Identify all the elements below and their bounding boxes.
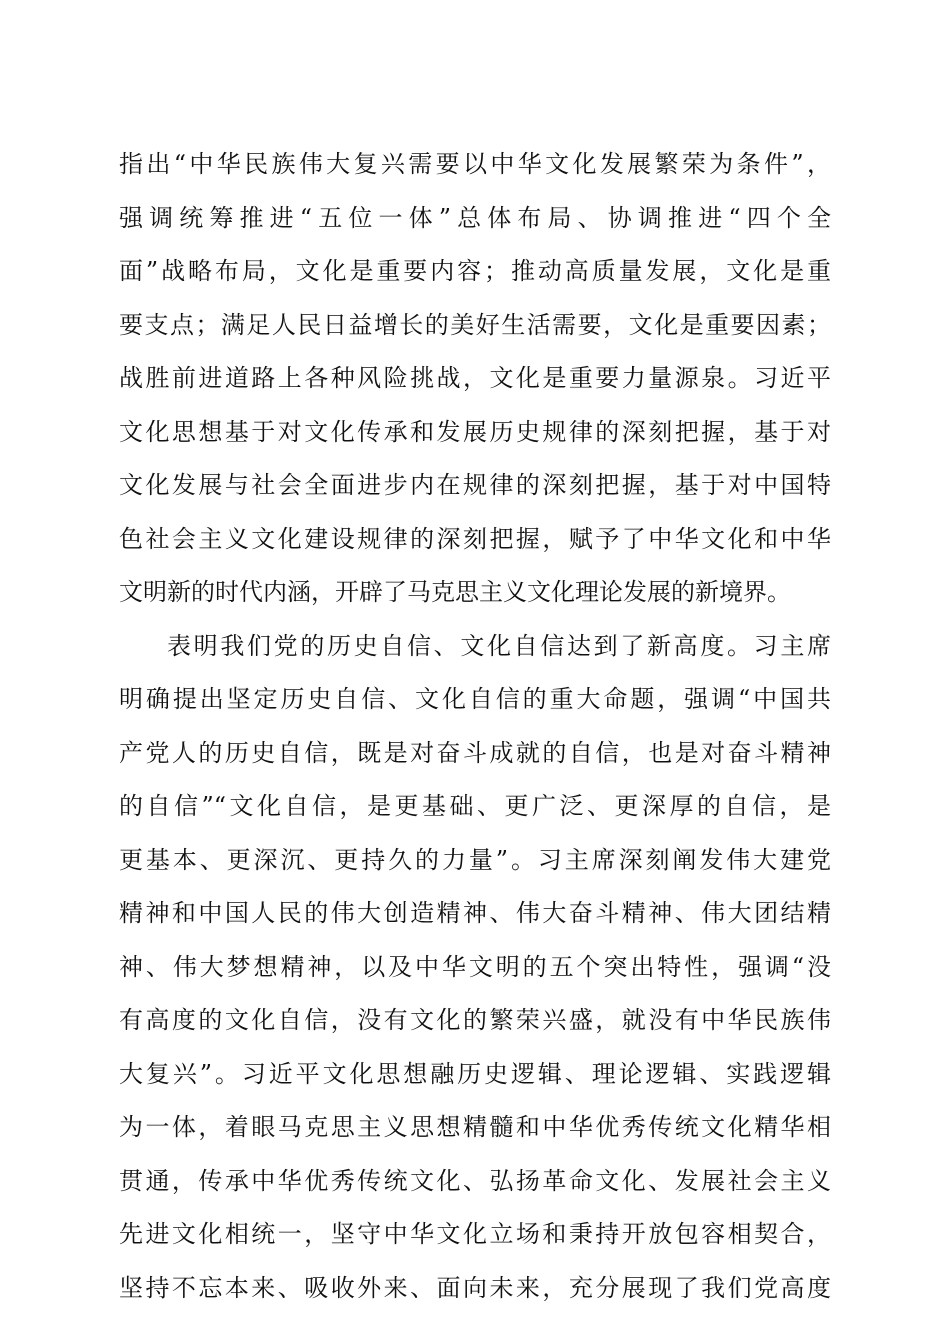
text-line: 精神和中国人民的伟大创造精神、伟大奋斗精神、伟大团结精	[119, 899, 831, 927]
text-line: 神、伟大梦想精神，以及中华文明的五个突出特性，强调“没	[119, 952, 831, 981]
text-line: 明确提出坚定历史自信、文化自信的重大命题，强调“中国共	[119, 685, 831, 713]
text-line: 战胜前进道路上各种风险挑战，文化是重要力量源泉。习近平	[119, 364, 831, 392]
paragraph-1	[119, 138, 831, 620]
text-line: 大复兴”。习近平文化思想融历史逻辑、理论逻辑、实践逻辑	[119, 1059, 831, 1088]
text-line: 文化思想基于对文化传承和发展历史规律的深刻把握，基于对	[119, 417, 831, 446]
document-body	[119, 138, 831, 1315]
text-line: 有高度的文化自信，没有文化的繁荣兴盛，就没有中华民族伟	[119, 1006, 831, 1034]
text-line: 的自信”“文化自信，是更基础、更广泛、更深厚的自信，是	[119, 792, 831, 820]
text-line: 坚持不忘本来、吸收外来、面向未来，充分展现了我们党高度	[119, 1273, 831, 1302]
paragraph-2	[119, 620, 831, 1316]
text-line: 文化发展与社会全面进步内在规律的深刻把握，基于对中国特	[119, 471, 831, 499]
text-line: 贯通，传承中华优秀传统文化、弘扬革命文化、发展社会主义	[119, 1166, 831, 1195]
text-line: 指出“中华民族伟大复兴需要以中华文化发展繁荣为条件”，	[119, 150, 831, 178]
text-line: 产党人的历史自信，既是对奋斗成就的自信，也是对奋斗精神	[119, 738, 831, 767]
text-line: 面”战略布局，文化是重要内容；推动高质量发展，文化是重	[119, 257, 831, 285]
text-line: 表明我们党的历史自信、文化自信达到了新高度。习主席	[167, 631, 831, 660]
text-line: 色社会主义文化建设规律的深刻把握，赋予了中华文化和中华	[119, 524, 831, 553]
text-line: 更基本、更深沉、更持久的力量”。习主席深刻阐发伟大建党	[119, 845, 831, 874]
text-line: 为一体，着眼马克思主义思想精髓和中华优秀传统文化精华相	[119, 1113, 831, 1141]
text-line: 要支点；满足人民日益增长的美好生活需要，文化是重要因素；	[119, 310, 831, 339]
text-line: 先进文化相统一，坚守中华文化立场和秉持开放包容相契合，	[119, 1220, 831, 1248]
text-line: 文明新的时代内涵，开辟了马克思主义文化理论发展的新境界。	[119, 578, 791, 606]
text-line: 强调统筹推进“五位一体”总体布局、协调推进“四个全	[119, 203, 831, 232]
